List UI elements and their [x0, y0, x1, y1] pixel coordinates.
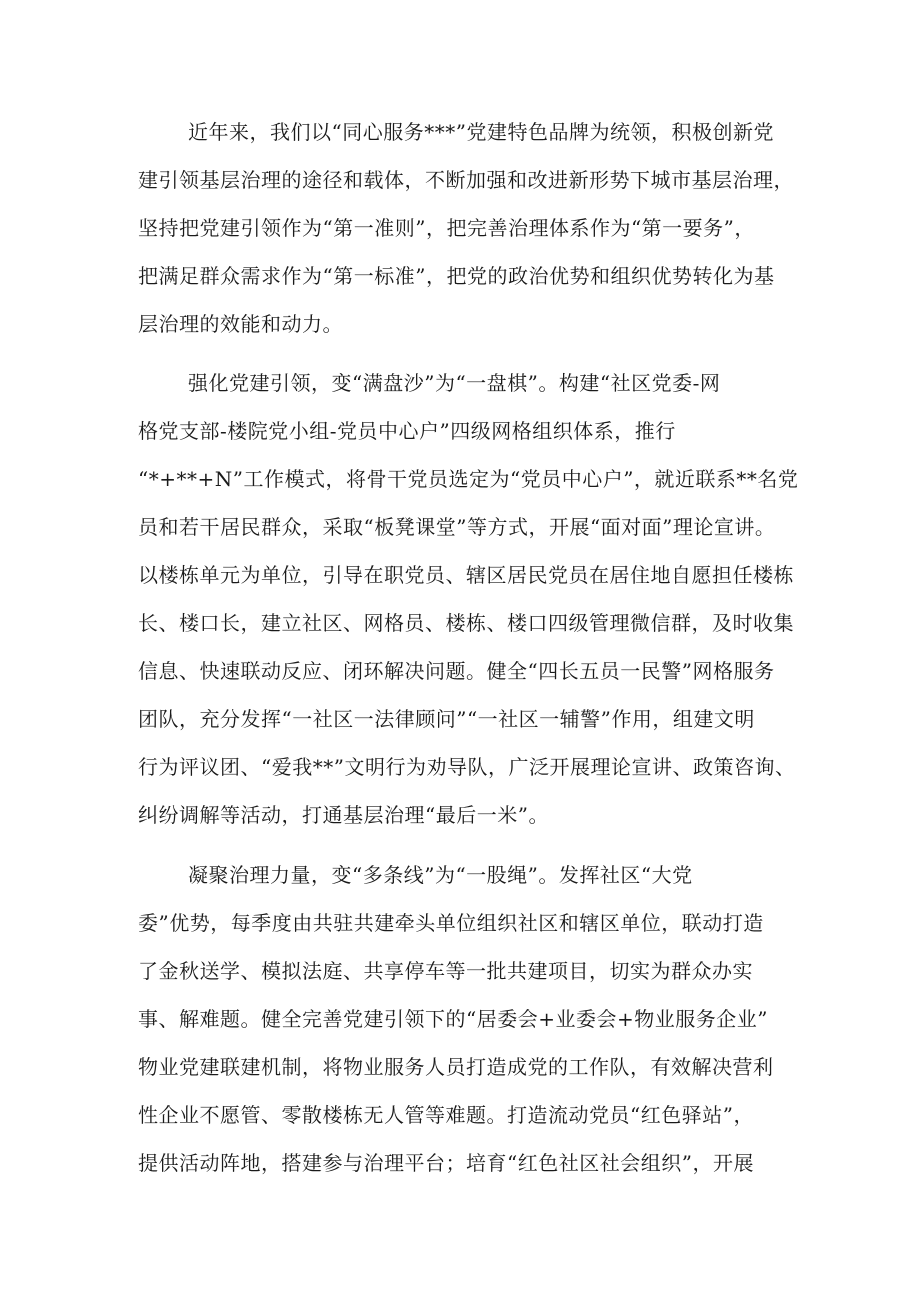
paragraph-3-line-2: 委”优势，每季度由共驻共建牵头单位组织社区和辖区单位，联动打造 [138, 911, 764, 935]
paragraph-2-line-6: 长、楼口长，建立社区、网格员、楼栋、楼口四级管理微信群，及时收集 [138, 611, 794, 635]
paragraph-2-line-2: 格党支部-楼院党小组-党员中心户”四级网格组织体系，推行 [138, 419, 676, 443]
paragraph-3-line-5: 物业党建联建机制，将物业服务人员打造成党的工作队，有效解决营利 [138, 1055, 774, 1079]
paragraph-1-line-4: 把满足群众需求作为“第一标准”，把党的政治优势和组织优势转化为基 [138, 264, 775, 288]
paragraph-2-line-7: 信息、快速联动反应、闭环解决问题。健全“四长五员一民警”网格服务 [138, 659, 775, 683]
paragraph-3-line-4: 事、解难题。健全完善党建引领下的“居委会+业委会+物业服务企业” [138, 1007, 768, 1031]
paragraph-1-line-5: 层治理的效能和动力。 [138, 312, 343, 336]
paragraph-3-line-6: 性企业不愿管、零散楼栋无人管等难题。打造流动党员“红色驿站”， [138, 1103, 754, 1127]
paragraph-2-line-5: 以楼栋单元为单位，引导在职党员、辖区居民党员在居住地自愿担任楼栋 [138, 563, 794, 587]
paragraph-1-line-2: 建引领基层治理的途径和载体，不断加强和改进新形势下城市基层治理， [138, 168, 794, 192]
paragraph-2-line-9: 行为评议团、“爱我**”文明行为劝导队，广泛开展理论宣讲、政策咨询、 [138, 755, 796, 779]
paragraph-1-line-3: 坚持把党建引领作为“第一准则”，把完善治理体系作为“第一要务”， [138, 216, 755, 240]
paragraph-1-line-1: 近年来，我们以“同心服务***”党建特色品牌为统领，积极创新党 [188, 120, 774, 144]
paragraph-2-line-3: “*+**+N”工作模式，将骨干党员选定为“党员中心户”，就近联系**名党 [138, 467, 799, 491]
paragraph-2-line-4: 员和若干居民群众，采取“板凳课堂”等方式，开展“面对面”理论宣讲。 [138, 515, 776, 539]
paragraph-2-line-10: 纠纷调解等活动，打通基层治理“最后一米”。 [138, 803, 549, 827]
paragraph-2-line-1: 强化党建引领，变“满盘沙”为“一盘棋”。构建“社区党委-网 [188, 371, 721, 395]
paragraph-2-line-8: 团队，充分发挥“一社区一法律顾问”“一社区一辅警”作用，组建文明 [138, 707, 755, 731]
paragraph-3-line-7: 提供活动阵地，搭建参与治理平台；培育“红色社区社会组织”，开展 [138, 1151, 754, 1175]
paragraph-3-line-1: 凝聚治理力量，变“多条线”为“一股绳”。发挥社区“大党 [188, 863, 693, 887]
paragraph-3-line-3: 了金秋送学、模拟法庭、共享停车等一批共建项目，切实为群众办实 [138, 959, 753, 983]
